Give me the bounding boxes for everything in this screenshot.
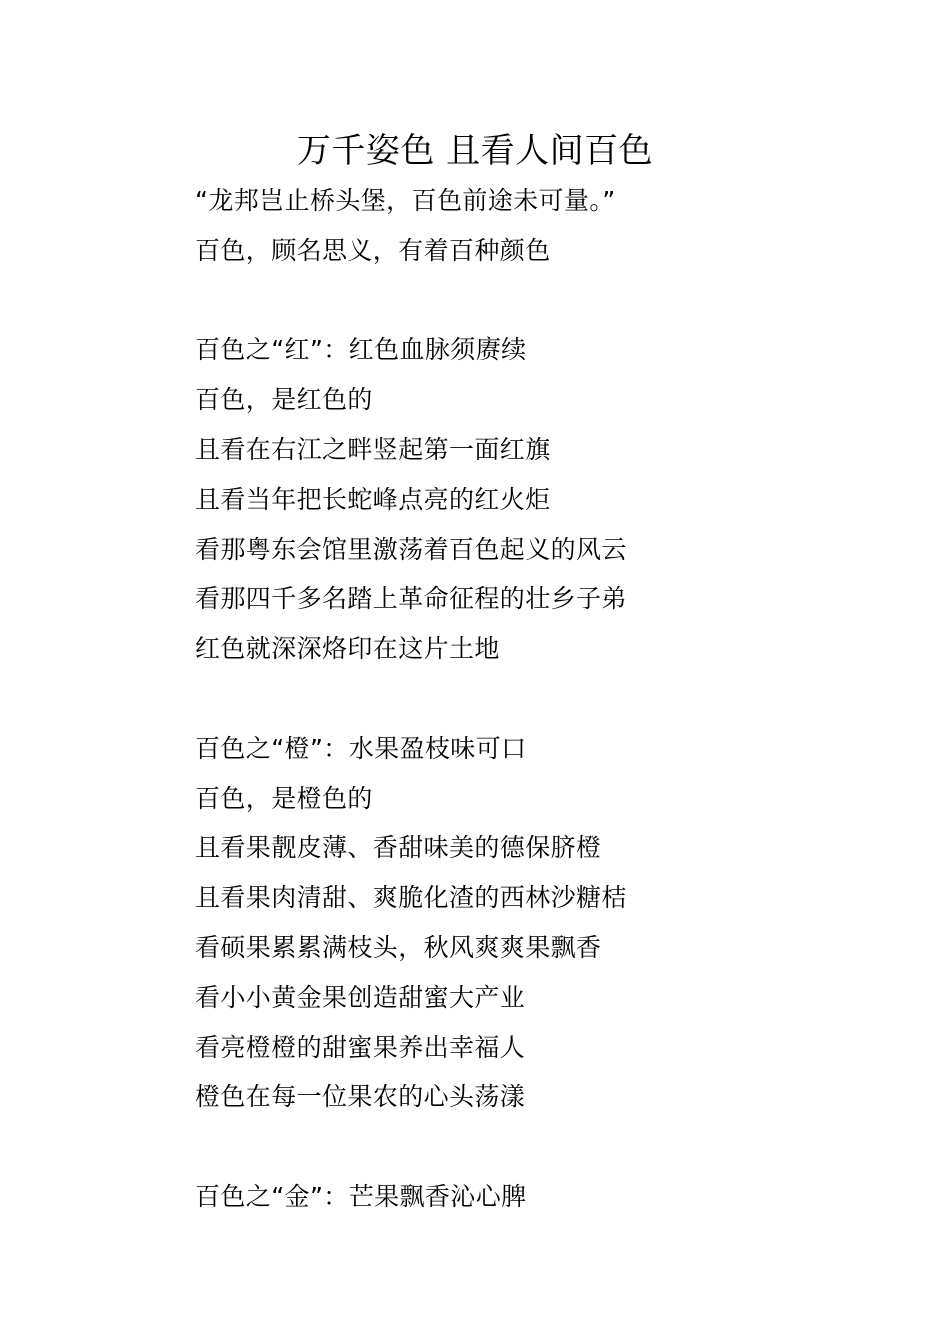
- text-line: 橙色在每一位果农的心头荡漾: [195, 1082, 526, 1112]
- section-heading-orange: 百色之“橙”：水果盈枝味可口: [195, 733, 527, 763]
- text-line: 看那四千多名踏上革命征程的壮乡子弟: [195, 584, 627, 614]
- text-line: 看硕果累累满枝头，秋风爽爽果飘香: [195, 932, 602, 962]
- text-line: 且看当年把长蛇峰点亮的红火炬: [195, 484, 551, 514]
- text-line: “龙邦岂止桥头堡，百色前途未可量。”: [195, 186, 616, 215]
- document-body: [195, 176, 915, 1222]
- text-line: 且看果靓皮薄、香甜味美的德保脐橙: [195, 833, 602, 863]
- text-line: 看那粤东会馆里激荡着百色起义的风云: [195, 534, 627, 564]
- text-line: 百色，顾名思义，有着百种颜色: [195, 235, 551, 265]
- document-title: 万千姿色 且看人间百色: [296, 131, 654, 171]
- text-line: 看小小黄金果创造甜蜜大产业: [195, 982, 526, 1012]
- text-line: 百色，是橙色的: [195, 783, 373, 813]
- blank-line: [195, 674, 915, 724]
- text-line: 且看在右江之畔竖起第一面红旗: [195, 434, 551, 464]
- text-line: 且看果肉清甜、爽脆化渣的西林沙糖桔: [195, 883, 627, 913]
- section-heading-red: 百色之“红”：红色血脉须赓续: [195, 335, 527, 365]
- blank-line: [195, 1122, 915, 1172]
- blank-line: [195, 276, 915, 326]
- text-line: 看亮橙橙的甜蜜果养出幸福人: [195, 1032, 526, 1062]
- text-line: 百色，是红色的: [195, 385, 373, 415]
- section-heading-gold: 百色之“金”：芒果飘香沁心脾: [195, 1181, 527, 1211]
- text-line: 红色就深深烙印在这片土地: [195, 634, 500, 664]
